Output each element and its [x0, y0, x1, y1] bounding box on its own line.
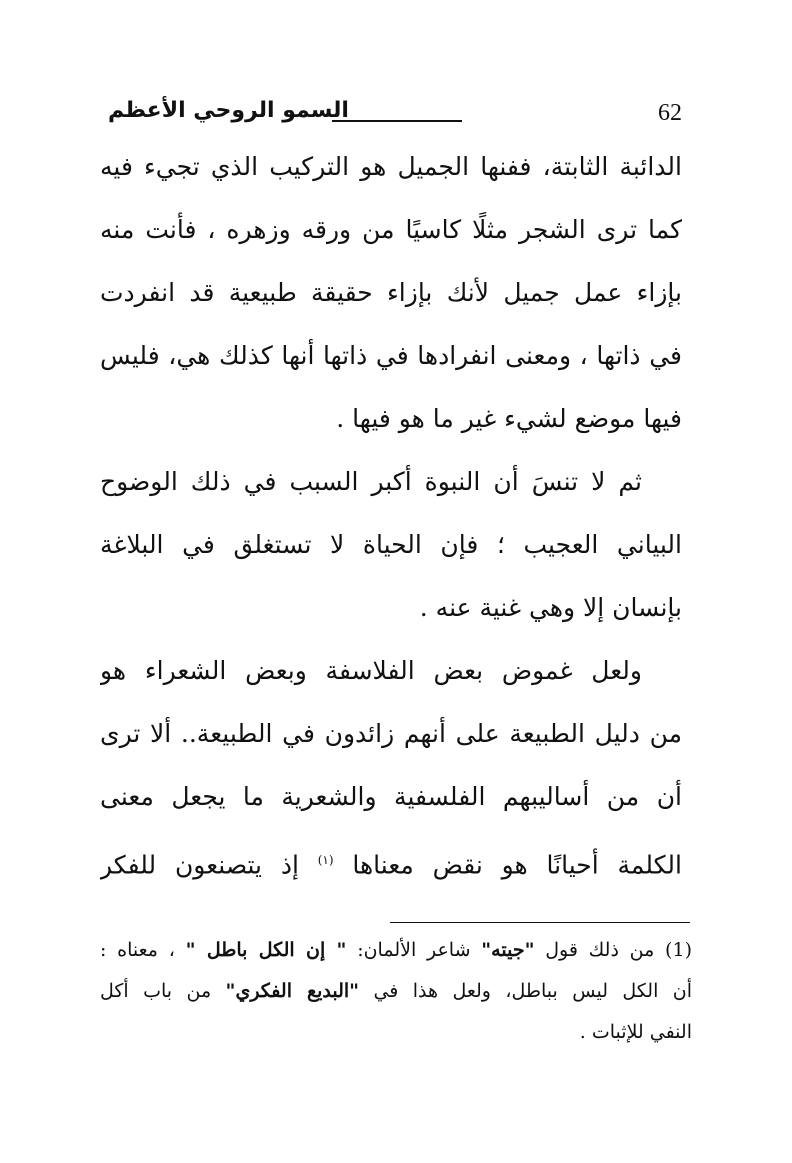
footnote-segment: أن الكل ليس بباطل، ولعل هذا في — [359, 980, 692, 1002]
footnote-segment: شاعر الألمان: — [346, 939, 482, 961]
footnote-line — [100, 973, 692, 1014]
header-rule — [332, 120, 462, 122]
footnote-bold-segment: "البديع الفكري" — [225, 980, 360, 1002]
footnote-separator — [390, 922, 690, 923]
footnote — [100, 932, 692, 1055]
text-line: أن من أساليبهم الفلسفية والشعرية ما يجعل معنى — [100, 782, 682, 811]
footnote-segment: ، معناه : — [100, 939, 186, 961]
text-segment: إذ يتصنعون للفكر — [100, 850, 299, 880]
text-line: بإزاء عمل جميل لأنك بإزاء حقيقة طبيعية قد انفردت — [100, 278, 682, 307]
page-number: 62 — [658, 100, 682, 126]
text-line: كما ترى الشجر مثلًا كاسيًا من ورقه وزهره ، فأنت منه — [100, 215, 682, 244]
footnote-bold-segment: "جيته" — [481, 939, 535, 961]
text-line: بإنسان إلا وهي غنية عنه . — [419, 593, 682, 622]
text-line: من دليل الطبيعة على أنهم زائدون في الطبيعة.. ألا ترى — [100, 719, 682, 748]
footnote-line — [100, 932, 692, 973]
text-segment: الكلمة أحيانًا هو نقض معناها — [352, 850, 682, 880]
body-text — [100, 140, 682, 896]
text-line — [100, 833, 682, 896]
text-line: فيها موضع لشيء غير ما هو فيها . — [336, 404, 682, 433]
footnote-marker[interactable]: (١) — [317, 853, 334, 867]
running-title: السمو الروحي الأعظم — [108, 98, 349, 123]
text-line: البياني العجيب ؛ فإن الحياة لا تستغلق في البلاغة — [100, 530, 682, 559]
text-line: ولعل غموض بعض الفلاسفة وبعض الشعراء هو — [100, 656, 642, 685]
footnote-bold-segment: " إن الكل باطل " — [185, 939, 347, 961]
footnote-line: النفي للإثبات . — [579, 1021, 692, 1043]
text-line: في ذاتها ، ومعنى انفرادها في ذاتها أنها كذلك هي، فليس — [100, 341, 682, 370]
text-line: ثم لا تنسَ أن النبوة أكبر السبب في ذلك الوضوح — [100, 467, 642, 496]
footnote-segment: من باب أكل — [100, 980, 226, 1002]
page-header — [100, 96, 682, 136]
text-line: الدائبة الثابتة، ففنها الجميل هو التركيب الذي تجيء فيه — [100, 152, 682, 181]
footnote-segment: (1) من ذلك قول — [534, 939, 692, 961]
